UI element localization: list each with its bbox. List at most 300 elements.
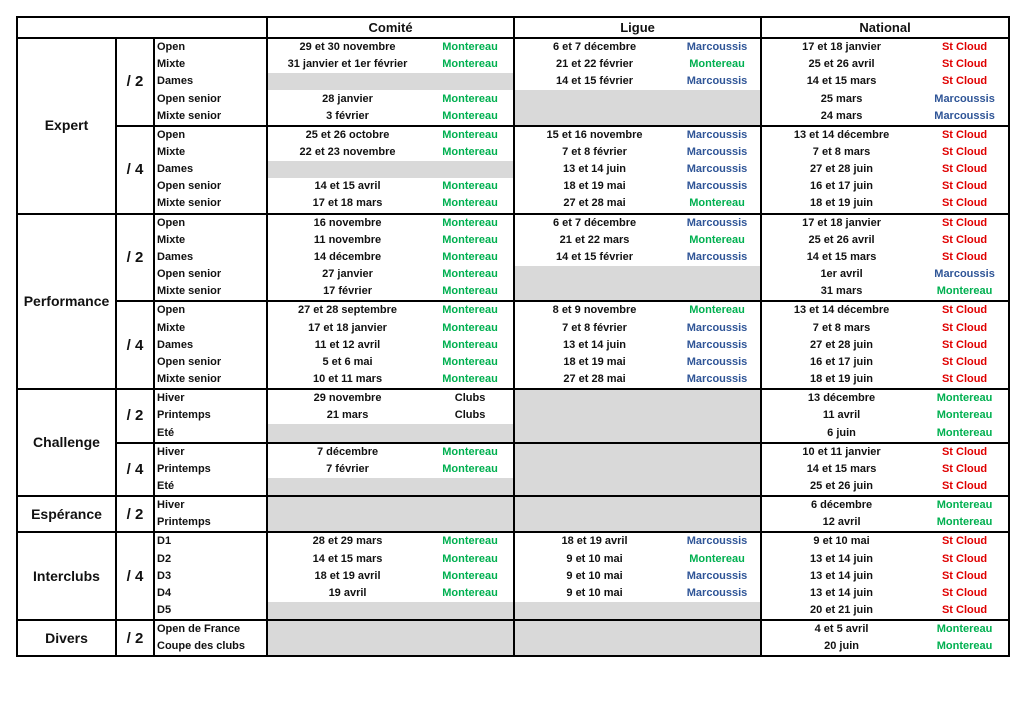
national-location: St Cloud <box>921 214 1009 232</box>
comite-empty-cell <box>427 424 514 442</box>
ligue-location: Marcoussis <box>674 73 761 90</box>
national-location: Montereau <box>921 389 1009 407</box>
category-label: Performance <box>17 214 116 390</box>
comite-location: Montereau <box>427 232 514 249</box>
header-blank <box>17 17 267 38</box>
table-row <box>17 232 1009 249</box>
table-row <box>17 301 1009 319</box>
event-label: Open senior <box>154 90 267 107</box>
national-date: 13 et 14 juin <box>810 552 874 565</box>
comite-location: Montereau <box>427 90 514 107</box>
national-location: St Cloud <box>921 195 1009 213</box>
table-row <box>17 144 1009 161</box>
table-row <box>17 283 1009 301</box>
event-label: Open senior <box>154 354 267 371</box>
category-label: Divers <box>17 620 116 656</box>
ligue-empty-cell <box>674 389 761 407</box>
ligue-empty-cell <box>514 478 674 496</box>
schedule-table <box>16 16 1010 657</box>
division-label: / 2 <box>116 214 154 302</box>
ligue-date: 7 et 8 février <box>562 146 627 159</box>
national-date: 13 et 14 juin <box>810 569 874 582</box>
ligue-empty-cell <box>674 638 761 656</box>
national-date: 7 et 8 mars <box>812 321 871 334</box>
table-row <box>17 178 1009 195</box>
ligue-location: Montereau <box>674 56 761 73</box>
comite-location: Montereau <box>427 568 514 585</box>
ligue-location: Marcoussis <box>674 214 761 232</box>
ligue-date: 9 et 10 mai <box>566 552 623 565</box>
national-location: St Cloud <box>921 602 1009 620</box>
comite-empty-cell <box>267 638 427 656</box>
ligue-empty-cell <box>674 514 761 532</box>
table-row <box>17 371 1009 389</box>
ligue-empty-cell <box>514 407 674 424</box>
category-label: Challenge <box>17 389 116 496</box>
ligue-location: Marcoussis <box>674 161 761 178</box>
ligue-location: Marcoussis <box>674 126 761 144</box>
ligue-empty-cell <box>514 108 674 126</box>
ligue-date: 9 et 10 mai <box>566 569 623 582</box>
comite-location: Montereau <box>427 195 514 213</box>
comite-location: Clubs <box>427 407 514 424</box>
comite-empty-cell <box>267 73 427 90</box>
division-label: / 4 <box>116 301 154 389</box>
comite-date: 14 décembre <box>313 250 382 263</box>
ligue-empty-cell <box>674 478 761 496</box>
national-date: 7 et 8 mars <box>812 146 871 159</box>
national-date: 16 et 17 juin <box>810 180 874 193</box>
event-label: Hiver <box>154 389 267 407</box>
national-date: 14 et 15 mars <box>806 462 877 475</box>
table-row <box>17 461 1009 478</box>
event-label: Eté <box>154 478 267 496</box>
national-location: St Cloud <box>921 73 1009 90</box>
ligue-empty-cell <box>514 90 674 107</box>
national-date: 25 et 26 juin <box>761 478 921 496</box>
national-location: St Cloud <box>921 232 1009 249</box>
comite-empty-cell <box>427 73 514 90</box>
ligue-date: 15 et 16 novembre <box>514 126 674 144</box>
comite-date: 27 janvier <box>322 268 373 281</box>
national-location: St Cloud <box>921 568 1009 585</box>
comite-location: Montereau <box>427 337 514 354</box>
national-date: 13 et 14 juin <box>810 586 874 599</box>
table-row <box>17 532 1009 550</box>
ligue-empty-cell <box>514 638 674 656</box>
event-label: Mixte senior <box>154 195 267 213</box>
event-label: Mixte senior <box>154 108 267 126</box>
comite-location: Montereau <box>427 249 514 266</box>
table-row <box>17 585 1009 602</box>
comite-location: Montereau <box>427 551 514 568</box>
ligue-date: 7 et 8 février <box>562 321 627 334</box>
comite-empty-cell <box>267 478 427 496</box>
ligue-location: Marcoussis <box>674 249 761 266</box>
ligue-date: 6 et 7 décembre <box>514 38 674 56</box>
ligue-date: 14 et 15 février <box>556 250 634 263</box>
table-row <box>17 73 1009 90</box>
schedule-body <box>17 38 1009 656</box>
table-row <box>17 496 1009 514</box>
national-location: St Cloud <box>921 249 1009 266</box>
comite-location: Montereau <box>427 354 514 371</box>
ligue-empty-cell <box>514 602 674 620</box>
national-date: 13 décembre <box>761 389 921 407</box>
comite-empty-cell <box>267 161 427 178</box>
event-label: Dames <box>154 161 267 178</box>
national-location: Montereau <box>921 407 1009 424</box>
event-label: Dames <box>154 249 267 266</box>
comite-location: Montereau <box>427 144 514 161</box>
division-label: / 4 <box>116 126 154 214</box>
comite-empty-cell <box>427 496 514 514</box>
comite-location: Montereau <box>427 214 514 232</box>
ligue-location: Marcoussis <box>674 320 761 337</box>
table-row <box>17 407 1009 424</box>
comite-location: Montereau <box>427 56 514 73</box>
table-row <box>17 320 1009 337</box>
table-row <box>17 90 1009 107</box>
comite-location: Montereau <box>427 585 514 602</box>
comite-location: Clubs <box>427 389 514 407</box>
national-date: 14 et 15 mars <box>806 75 877 88</box>
category-label: Espérance <box>17 496 116 532</box>
event-label: Mixte <box>154 232 267 249</box>
event-label: D5 <box>154 602 267 620</box>
header-national: National <box>761 17 1009 38</box>
ligue-date: 6 et 7 décembre <box>514 214 674 232</box>
header-comite: Comité <box>267 17 514 38</box>
national-location: St Cloud <box>921 354 1009 371</box>
comite-empty-cell <box>267 602 427 620</box>
comite-date: 10 et 11 mars <box>267 371 427 389</box>
national-date: 14 et 15 mars <box>806 250 877 263</box>
comite-location: Montereau <box>427 371 514 389</box>
ligue-empty-cell <box>674 620 761 638</box>
national-location: St Cloud <box>921 56 1009 73</box>
national-location: Marcoussis <box>921 266 1009 283</box>
table-row <box>17 126 1009 144</box>
national-date: 24 mars <box>761 108 921 126</box>
national-location: St Cloud <box>921 532 1009 550</box>
ligue-empty-cell <box>674 90 761 107</box>
national-date: 17 et 18 janvier <box>761 38 921 56</box>
comite-date: 31 janvier et 1er février <box>287 58 408 71</box>
national-location: Montereau <box>921 638 1009 656</box>
event-label: Open <box>154 126 267 144</box>
comite-empty-cell <box>267 424 427 442</box>
ligue-location: Marcoussis <box>674 532 761 550</box>
event-label: Mixte <box>154 56 267 73</box>
ligue-location: Marcoussis <box>674 354 761 371</box>
comite-date: 29 novembre <box>267 389 427 407</box>
ligue-empty-cell <box>674 108 761 126</box>
national-location: St Cloud <box>921 461 1009 478</box>
national-location: St Cloud <box>921 478 1009 496</box>
comite-date: 17 février <box>267 283 427 301</box>
comite-empty-cell <box>427 620 514 638</box>
event-label: Open <box>154 214 267 232</box>
event-label: Eté <box>154 424 267 442</box>
comite-date: 7 décembre <box>267 443 427 461</box>
national-date: 11 avril <box>822 409 861 422</box>
event-label: Open senior <box>154 266 267 283</box>
comite-date: 21 mars <box>326 409 369 422</box>
national-date: 25 et 26 avril <box>808 233 875 246</box>
comite-date: 3 février <box>267 108 427 126</box>
comite-location: Montereau <box>427 266 514 283</box>
comite-date: 29 et 30 novembre <box>267 38 427 56</box>
national-location: St Cloud <box>921 38 1009 56</box>
table-row <box>17 56 1009 73</box>
event-label: D3 <box>154 568 267 585</box>
ligue-date: 18 et 19 mai <box>563 180 626 193</box>
ligue-empty-cell <box>514 424 674 442</box>
table-row <box>17 161 1009 178</box>
ligue-location: Marcoussis <box>674 568 761 585</box>
comite-empty-cell <box>427 161 514 178</box>
event-label: Hiver <box>154 443 267 461</box>
national-location: St Cloud <box>921 178 1009 195</box>
event-label: Dames <box>154 337 267 354</box>
ligue-empty-cell <box>514 266 674 283</box>
event-label: Dames <box>154 73 267 90</box>
national-date: 1er avril <box>820 268 863 281</box>
event-label: Mixte <box>154 320 267 337</box>
comite-empty-cell <box>427 638 514 656</box>
ligue-empty-cell <box>674 266 761 283</box>
comite-date: 27 et 28 septembre <box>267 301 427 319</box>
ligue-empty-cell <box>674 283 761 301</box>
comite-location: Montereau <box>427 283 514 301</box>
comite-empty-cell <box>267 496 427 514</box>
comite-date: 11 et 12 avril <box>314 338 381 351</box>
comite-date: 5 et 6 mai <box>322 355 373 368</box>
national-location: St Cloud <box>921 126 1009 144</box>
ligue-location: Marcoussis <box>674 178 761 195</box>
event-label: Open de France <box>154 620 267 638</box>
comite-date: 14 et 15 avril <box>314 180 381 193</box>
table-row <box>17 443 1009 461</box>
table-row <box>17 638 1009 656</box>
table-row <box>17 337 1009 354</box>
national-location: St Cloud <box>921 320 1009 337</box>
category-label: Expert <box>17 38 116 214</box>
ligue-date: 21 et 22 mars <box>559 233 630 246</box>
event-label: Printemps <box>154 407 267 424</box>
division-label: / 2 <box>116 38 154 126</box>
comite-location: Montereau <box>427 532 514 550</box>
ligue-location: Marcoussis <box>674 38 761 56</box>
ligue-empty-cell <box>674 407 761 424</box>
national-date: 20 juin <box>761 638 921 656</box>
comite-date: 25 et 26 octobre <box>267 126 427 144</box>
event-label: D2 <box>154 551 267 568</box>
event-label: Printemps <box>154 514 267 532</box>
ligue-empty-cell <box>514 496 674 514</box>
division-label: / 2 <box>116 389 154 442</box>
comite-date: 14 et 15 mars <box>312 552 383 565</box>
header-ligue: Ligue <box>514 17 761 38</box>
ligue-empty-cell <box>674 443 761 461</box>
event-label: D1 <box>154 532 267 550</box>
ligue-empty-cell <box>674 496 761 514</box>
ligue-location: Marcoussis <box>674 371 761 389</box>
header-row <box>17 17 1009 38</box>
comite-location: Montereau <box>427 443 514 461</box>
national-date: 9 et 10 mai <box>761 532 921 550</box>
national-date: 25 mars <box>820 92 863 105</box>
ligue-date: 21 et 22 février <box>556 58 634 71</box>
division-label: / 4 <box>116 443 154 496</box>
national-date: 27 et 28 juin <box>810 163 874 176</box>
comite-empty-cell <box>427 478 514 496</box>
national-date: 6 juin <box>761 424 921 442</box>
national-date: 27 et 28 juin <box>810 338 874 351</box>
event-label: Open <box>154 301 267 319</box>
ligue-location: Marcoussis <box>674 144 761 161</box>
ligue-date: 27 et 28 mai <box>514 371 674 389</box>
national-location: Montereau <box>921 514 1009 532</box>
comite-location: Montereau <box>427 320 514 337</box>
comite-date: 16 novembre <box>267 214 427 232</box>
comite-date: 17 et 18 mars <box>267 195 427 213</box>
comite-empty-cell <box>427 602 514 620</box>
ligue-empty-cell <box>514 283 674 301</box>
event-label: Mixte senior <box>154 283 267 301</box>
table-row <box>17 195 1009 213</box>
comite-empty-cell <box>267 514 427 532</box>
division-label: / 4 <box>116 532 154 620</box>
ligue-location: Montereau <box>674 195 761 213</box>
national-location: Montereau <box>921 620 1009 638</box>
comite-location: Montereau <box>427 38 514 56</box>
comite-location: Montereau <box>427 301 514 319</box>
ligue-empty-cell <box>514 389 674 407</box>
ligue-empty-cell <box>514 514 674 532</box>
comite-date: 28 janvier <box>322 92 373 105</box>
national-location: Montereau <box>921 283 1009 301</box>
table-row <box>17 354 1009 371</box>
national-location: St Cloud <box>921 443 1009 461</box>
ligue-location: Marcoussis <box>674 337 761 354</box>
national-date: 18 et 19 juin <box>761 371 921 389</box>
national-location: Marcoussis <box>921 90 1009 107</box>
ligue-location: Montereau <box>674 232 761 249</box>
category-label: Interclubs <box>17 532 116 620</box>
ligue-date: 27 et 28 mai <box>514 195 674 213</box>
ligue-date: 14 et 15 février <box>556 75 634 88</box>
table-row <box>17 568 1009 585</box>
national-date: 10 et 11 janvier <box>761 443 921 461</box>
national-date: 17 et 18 janvier <box>761 214 921 232</box>
national-location: St Cloud <box>921 371 1009 389</box>
ligue-date: 9 et 10 mai <box>566 586 623 599</box>
national-location: St Cloud <box>921 161 1009 178</box>
division-label: / 2 <box>116 620 154 656</box>
table-row <box>17 478 1009 496</box>
comite-date: 17 et 18 janvier <box>308 321 387 334</box>
national-location: St Cloud <box>921 551 1009 568</box>
event-label: Open senior <box>154 178 267 195</box>
table-row <box>17 214 1009 232</box>
event-label: Open <box>154 38 267 56</box>
comite-location: Montereau <box>427 126 514 144</box>
table-row <box>17 602 1009 620</box>
comite-date: 18 et 19 avril <box>314 569 381 582</box>
comite-empty-cell <box>267 620 427 638</box>
national-date: 16 et 17 juin <box>810 355 874 368</box>
table-row <box>17 38 1009 56</box>
ligue-empty-cell <box>674 461 761 478</box>
event-label: D4 <box>154 585 267 602</box>
comite-date: 22 et 23 novembre <box>299 146 396 159</box>
national-location: St Cloud <box>921 337 1009 354</box>
event-label: Coupe des clubs <box>154 638 267 656</box>
table-row <box>17 424 1009 442</box>
national-location: St Cloud <box>921 585 1009 602</box>
national-location: St Cloud <box>921 301 1009 319</box>
table-row <box>17 389 1009 407</box>
table-row <box>17 249 1009 266</box>
ligue-empty-cell <box>514 620 674 638</box>
table-row <box>17 620 1009 638</box>
comite-location: Montereau <box>427 461 514 478</box>
event-label: Hiver <box>154 496 267 514</box>
ligue-date: 8 et 9 novembre <box>514 301 674 319</box>
comite-empty-cell <box>427 514 514 532</box>
comite-date: 7 février <box>326 462 369 475</box>
national-date: 4 et 5 avril <box>761 620 921 638</box>
national-date: 13 et 14 décembre <box>761 126 921 144</box>
table-row <box>17 266 1009 283</box>
comite-location: Montereau <box>427 108 514 126</box>
national-date: 18 et 19 juin <box>761 195 921 213</box>
ligue-date: 18 et 19 avril <box>514 532 674 550</box>
national-date: 6 décembre <box>761 496 921 514</box>
division-label: / 2 <box>116 496 154 532</box>
comite-location: Montereau <box>427 178 514 195</box>
ligue-date: 18 et 19 mai <box>563 355 626 368</box>
table-row <box>17 108 1009 126</box>
ligue-empty-cell <box>514 443 674 461</box>
event-label: Mixte senior <box>154 371 267 389</box>
ligue-location: Montereau <box>674 301 761 319</box>
national-location: Montereau <box>921 424 1009 442</box>
table-row <box>17 514 1009 532</box>
national-date: 12 avril <box>761 514 921 532</box>
ligue-empty-cell <box>674 424 761 442</box>
ligue-location: Montereau <box>674 551 761 568</box>
comite-date: 11 novembre <box>313 233 382 246</box>
ligue-empty-cell <box>674 602 761 620</box>
event-label: Mixte <box>154 144 267 161</box>
table-row <box>17 551 1009 568</box>
ligue-date: 13 et 14 juin <box>563 338 627 351</box>
ligue-date: 13 et 14 juin <box>563 163 627 176</box>
national-location: Montereau <box>921 496 1009 514</box>
ligue-location: Marcoussis <box>674 585 761 602</box>
comite-date: 19 avril <box>328 586 367 599</box>
national-date: 25 et 26 avril <box>808 58 875 71</box>
national-date: 31 mars <box>761 283 921 301</box>
ligue-empty-cell <box>514 461 674 478</box>
national-date: 20 et 21 juin <box>761 602 921 620</box>
national-date: 13 et 14 décembre <box>761 301 921 319</box>
national-location: Marcoussis <box>921 108 1009 126</box>
event-label: Printemps <box>154 461 267 478</box>
